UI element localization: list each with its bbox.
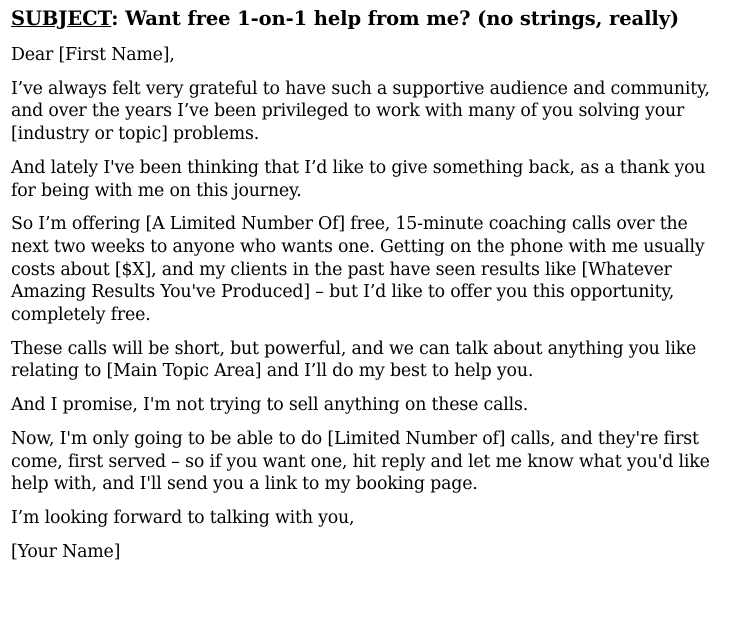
body-paragraph-give-back: And lately I've been thinking that I’d like to give something back, as a thank you for being with me on this journey. xyxy=(11,157,706,201)
subject-label: SUBJECT xyxy=(11,7,112,30)
subject-separator: : xyxy=(111,7,119,30)
body-paragraph-call-details: These calls will be short, but powerful, and we can talk about anything you like relating to [Main Topic Area] and I’ll do my best to help you. xyxy=(11,338,697,382)
body-paragraph-call-to-action: Now, I'm only going to be able to do [Limited Number of] calls, and they're first come, first served – so if you want one, hit reply and let me know what you'd like help with, and I'll send you a link to my booking page. xyxy=(11,428,710,495)
body-paragraph-offer: So I’m offering [A Limited Number Of] free, 15-minute coaching calls over the next two weeks to anyone who wants one. Getting on the phone with me usually costs about [$X], and my clients in the past have seen results like [Whatever Amazing Results You've Produced] – but I’d like to offer you this opportunity, completely free. xyxy=(11,214,705,326)
signature-placeholder: [Your Name] xyxy=(11,541,121,562)
subject-text: Want free 1-on-1 help from me? (no strings, really) xyxy=(118,7,680,30)
salutation: Dear [First Name], xyxy=(11,45,175,65)
body-paragraph-promise: And I promise, I'm not trying to sell anything on these calls. xyxy=(11,395,529,416)
closing-line: I’m looking forward to talking with you, xyxy=(11,507,355,528)
email-subject-line xyxy=(11,6,727,32)
body-paragraph-gratitude: I’ve always felt very grateful to have such a supportive audience and community, and over the years I’ve been privileged to work with many of you solving your [industry or topic] problems. xyxy=(11,78,710,145)
